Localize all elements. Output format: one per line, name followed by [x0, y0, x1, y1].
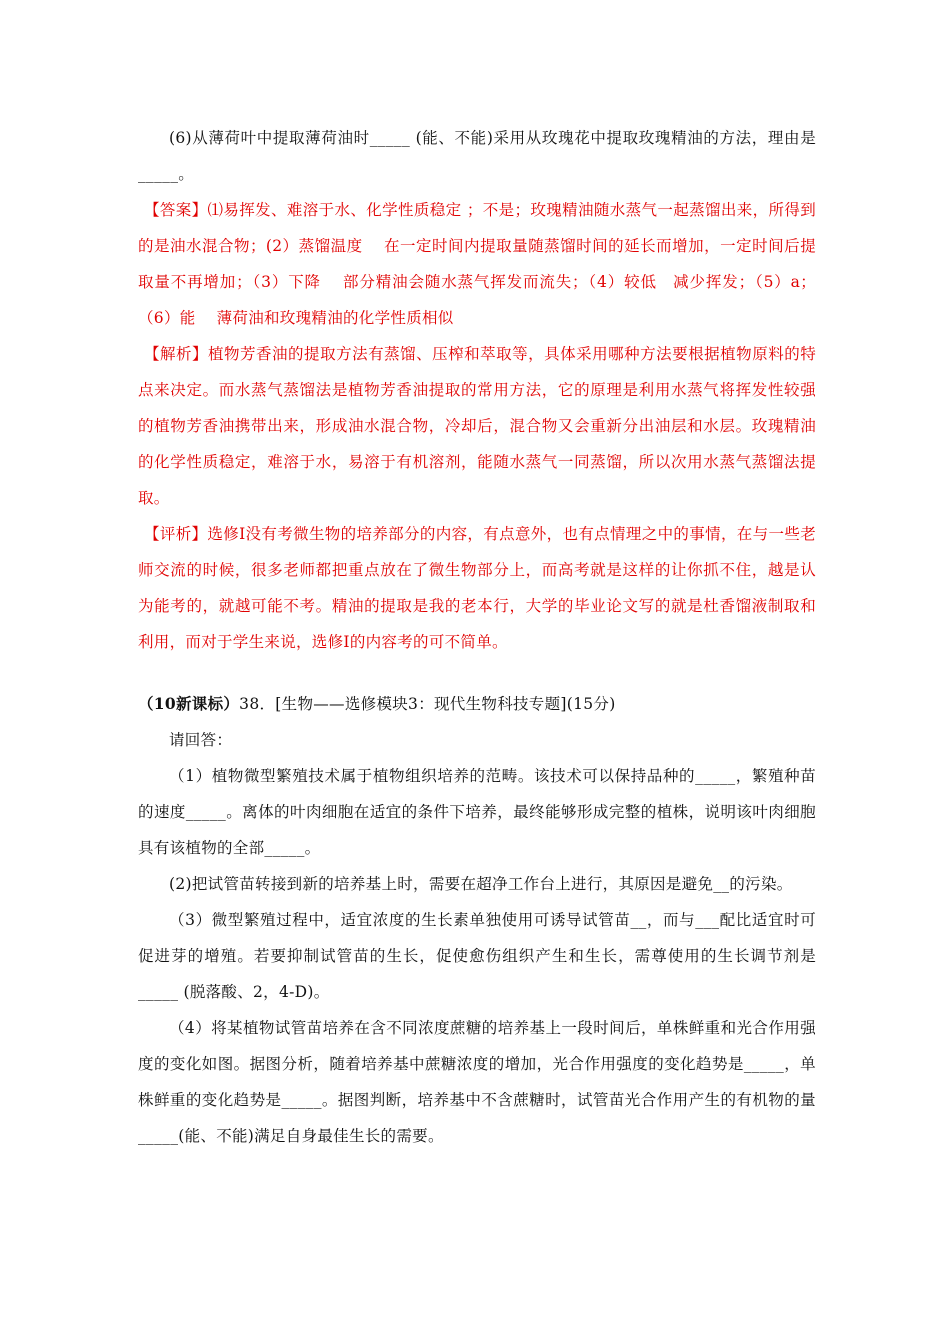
- section-gap: [138, 660, 816, 686]
- question-part-4: （4）将某植物试管苗培养在含不同浓度蔗糖的培养基上一段时间后，单株鲜重和光合作用强度的变化如图。据图分析，随着培养基中蔗糖浓度的增加，光合作用强度的变化趋势是_____，单株鲜重的变化趋势是_____。据图判断，培养基中不含蔗糖时，试管苗光合作用产生的有机物的量_____(能、不能)满足自身最佳生长的需要。: [138, 1019, 816, 1145]
- document-content: [138, 120, 816, 1154]
- comment-paragraph: [138, 516, 816, 660]
- question-prompt: 请回答：: [169, 731, 233, 749]
- question-part-3: （3）微型繁殖过程中，适宜浓度的生长素单独使用可诱导试管苗__，而与___配比适宜时可促进芽的增殖。若要抑制试管苗的生长，促使愈伤组织产生和生长，需尊使用的生长调节剂是_____ (脱落酸、2，4-D)。: [138, 911, 816, 1001]
- question-38-heading: [138, 686, 816, 722]
- question-part-1: （1）植物微型繁殖技术属于植物组织培养的范畴。该技术可以保持品种的_____，繁殖种苗的速度_____。离体的叶肉细胞在适宜的条件下培养，最终能够形成完整的植株，说明该叶肉细胞具有该植物的全部_____。: [138, 767, 816, 857]
- analysis-tag: 【解析】: [144, 345, 209, 363]
- comment-text: 选修Ⅰ没有考微生物的培养部分的内容，有点意外，也有点情理之中的事情，在与一些老师交流的时候，很多老师都把重点放在了微生物部分上，而高考就是这样的让你抓不住，越是认为能考的，就越可能不考。精油的提取是我的老本行，大学的毕业论文写的就是杜香馏液制取和利用，而对于学生来说，选修Ⅰ的内容考的可不简单。: [138, 525, 816, 651]
- comment-tag: 【评析】: [144, 525, 208, 543]
- question-title: 38．[生物——选修模块3：现代生物科技专题](15分): [239, 695, 616, 713]
- question-6-paragraph: (6)从薄荷叶中提取薄荷油时_____ (能、不能)采用从玫瑰花中提取玫瑰精油的方法，理由是_____。: [138, 129, 816, 183]
- answer-text: ⑴易挥发、难溶于水、化学性质稳定 ；不是；玫瑰精油随水蒸气一起蒸馏出来，所得到的是油水混合物；(2）蒸馏温度 在一定时间内提取量随蒸馏时间的延长而增加，一定时间后提取量不再增加；（3）下降 部分精油会随水蒸气挥发而流失；（4）较低 减少挥发；（5）a；（6）能 薄荷油和玫瑰精油的化学性质相似: [138, 201, 817, 327]
- question-part-2: (2)把试管苗转接到新的培养基上时，需要在超净工作台上进行，其原因是避免__的污染。: [169, 875, 793, 893]
- analysis-text: 植物芳香油的提取方法有蒸馏、压榨和萃取等，具体采用哪种方法要根据植物原料的特点来决定。而水蒸气蒸馏法是植物芳香油提取的常用方法，它的原理是利用水蒸气将挥发性较强的植物芳香油携带出来，形成油水混合物，冷却后，混合物又会重新分出油层和水层。玫瑰精油的化学性质稳定，难溶于水，易溶于有机溶剂，能随水蒸气一同蒸馏，所以次用水蒸气蒸馏法提取。: [138, 345, 817, 507]
- question-source: （10新课标）: [138, 694, 240, 713]
- answer-paragraph: [138, 192, 816, 336]
- analysis-paragraph: [138, 336, 816, 516]
- answer-tag: 【答案】: [144, 201, 208, 219]
